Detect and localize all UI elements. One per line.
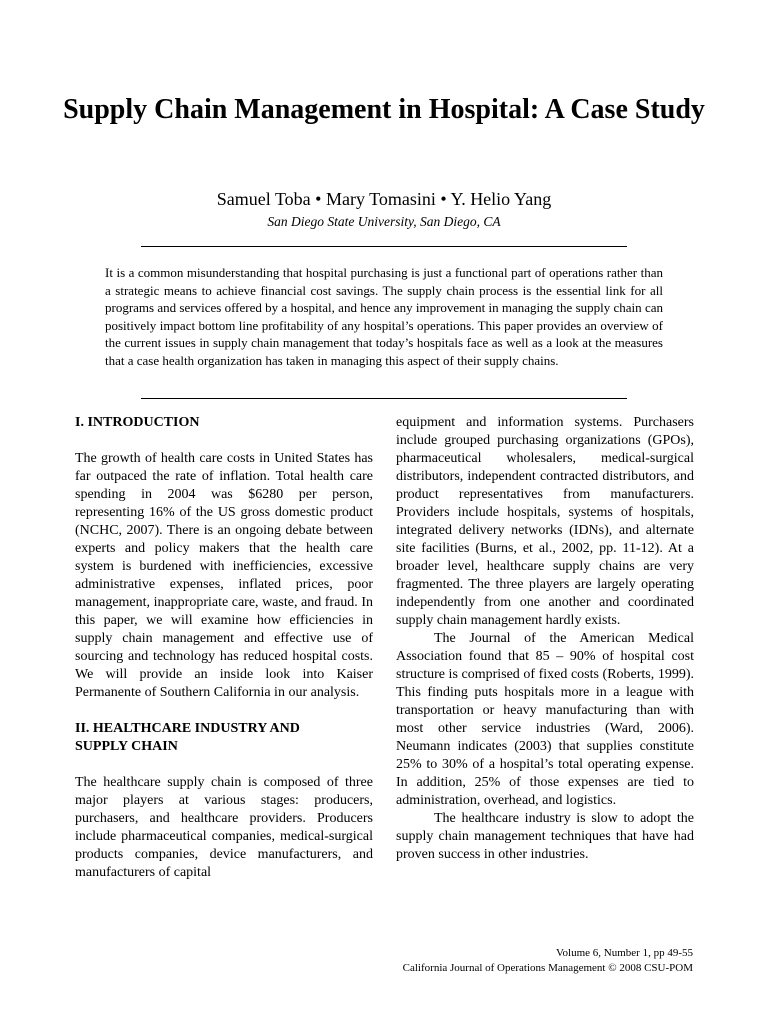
paper-title: Supply Chain Management in Hospital: A Case Study	[63, 94, 705, 125]
left-column	[75, 414, 373, 882]
footer-journal: California Journal of Operations Management © 2008 CSU-POM	[402, 962, 693, 974]
author-affiliation: San Diego State University, San Diego, CA	[267, 214, 501, 229]
right-column	[396, 414, 694, 864]
page-footer	[403, 946, 693, 976]
section-heading-line-2: SUPPLY CHAIN	[75, 739, 178, 754]
footer-volume: Volume 6, Number 1, pp 49-55	[556, 947, 693, 959]
abstract-top-rule	[141, 246, 627, 247]
abstract-text: It is a common misunderstanding that hospital purchasing is just a functional part of operations rather than a strategic means to achieve financial cost savings. The supply chain process is the essential link for all programs and services offered by a hospital, and hence any improvement in managing the supply chain can positively impact bottom line profitability of any hospital’s operations. This paper provides an overview of the current issues in supply chain management that today’s hospitals face as well as a look at the measures that a case health organization has taken in managing this aspect of their supply chains.	[105, 265, 663, 368]
supply-chain-paragraph: The healthcare supply chain is composed of three major players at various stages: producers, purchasers, and healthcare providers. Producers include pharmaceutical companies, medical-surgical products companies, device manufacturers, and manufacturers of capital	[75, 775, 373, 880]
adoption-paragraph: The healthcare industry is slow to adopt the supply chain management techniques that have had proven success in other industries.	[396, 811, 694, 862]
section-heading-line-1: II. HEALTHCARE INDUSTRY AND	[75, 721, 300, 736]
players-paragraph: equipment and information systems. Purchasers include grouped purchasing organizations (GPOs), pharmaceutical wholesalers, medical-surgical distributors, independent contracted distributors, and product representatives from manufacturers. Providers include hospitals, systems of hospitals, integrated delivery networks (IDNs), and alternate site facilities (Burns, et al., 2002, pp. 11-12). At a broader level, healthcare supply chains are very fragmented. The three players are largely operating independently from one another and coordinated supply chain management hardly exists.	[396, 415, 694, 628]
introduction-paragraph: The growth of health care costs in United States has far outpaced the rate of inflation. Total health care spending in 2004 was $6280 per person, representing 16% of the US gross domestic product (NCHC, 2007). There is an ongoing debate between experts and policy makers that the health care system is burdened with inefficiencies, excessive administrative expenses, inflated prices, poor management, inappropriate care, waste, and fraud. In this paper, we will examine how efficiencies in supply chain management and effective use of sourcing and technology has reduced hospital costs. We will provide an inside look into Kaiser Permanente of Southern California in our analysis.	[75, 451, 373, 700]
abstract-bottom-rule	[141, 398, 627, 399]
section-heading-introduction: I. INTRODUCTION	[75, 415, 200, 430]
author-list: Samuel Toba • Mary Tomasini • Y. Helio Yang	[216, 189, 552, 209]
section-heading-healthcare-industry	[75, 720, 373, 756]
fixed-costs-paragraph: The Journal of the American Medical Association found that 85 – 90% of hospital cost structure is comprised of fixed costs (Roberts, 1999). This finding puts hospitals more in a league with transportation or heavy manufacturing than with most other service industries (Ward, 2006). Neumann indicates (2003) that supplies constitute 25% to 30% of a hospital’s total operating expense. In addition, 25% of those expenses are tied to administration, overhead, and logistics.	[396, 631, 694, 808]
